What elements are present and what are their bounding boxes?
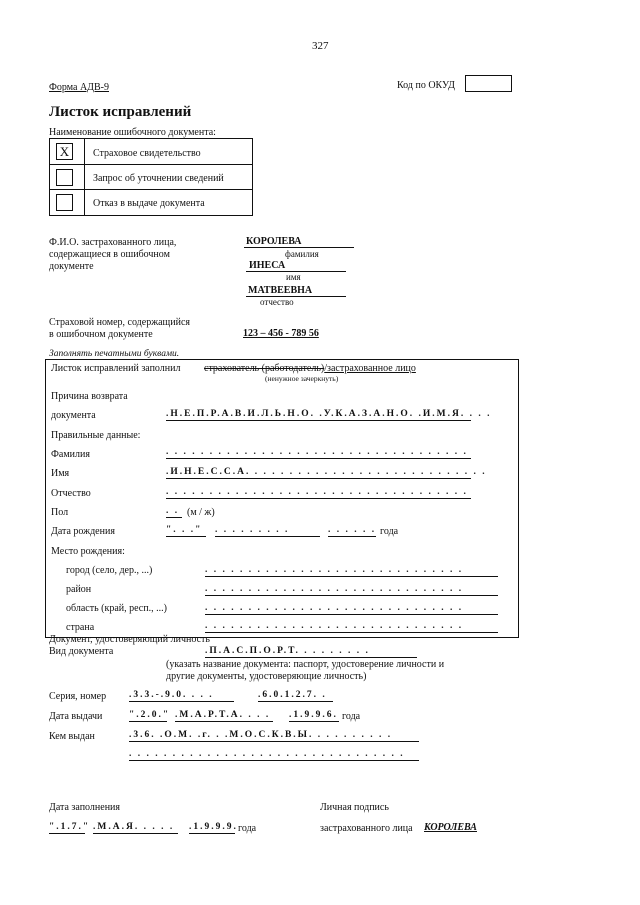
id-doc-label: Документ, удостоверяющий личность (49, 634, 210, 645)
correct-data-label: Правильные данные: (51, 430, 141, 441)
caption: имя (286, 272, 301, 282)
fio-label: содержащиеся в ошибочном (49, 249, 170, 260)
fill-date-label: Дата заполнения (49, 802, 120, 813)
sex-hint: (м / ж) (187, 507, 215, 518)
insurance-label: Страховой номер, содержащийся (49, 317, 190, 328)
divider (84, 138, 85, 215)
patronymic-label: Отчество (51, 488, 91, 499)
sex-field[interactable]: . . (166, 506, 182, 518)
caption: фамилия (285, 249, 319, 259)
fio-label: Ф.И.О. застрахованного лица, (49, 237, 177, 248)
number-field[interactable]: .6.0.1.2.7. . (258, 690, 333, 702)
option-label: Страховое свидетельство (93, 148, 201, 159)
fill-year[interactable]: .1.9.9.9. (189, 822, 238, 832)
reason-value[interactable]: .Н.Е.П.Р.А.В.И.Л.Ь.Н.О. .У.К.А.З.А.Н.О. .И.М.Я. . . . (166, 409, 492, 419)
sex-label: Пол (51, 507, 69, 518)
option-label: Запрос об уточнении сведений (93, 173, 224, 184)
reason-label: документа (51, 410, 96, 421)
birthplace-district-field[interactable]: . . . . . . . . . . . . . . . . . . . . . . . . . . . . . . (205, 584, 498, 596)
birthplace-region-label: область (край, респ., ...) (66, 603, 167, 614)
checkbox-issue-refusal[interactable] (56, 194, 73, 211)
signature-label: Личная подпись (320, 802, 389, 813)
name-label: Имя (51, 468, 70, 479)
doc-type-hint: другие документы, удостоверяющие личность) (166, 671, 367, 682)
issue-month[interactable]: .М.А.Р.Т.А. . . . (175, 710, 273, 722)
fio-patronymic: МАТВЕЕВНА (248, 285, 313, 296)
issued-by-field[interactable]: .3.6. .О.М. .г. . .М.О.С.К.В.Ы. . . . . . . . . . (129, 730, 419, 742)
birthplace-region-field[interactable]: . . . . . . . . . . . . . . . . . . . . . . . . . . . . . . (205, 603, 498, 615)
note-caps: Заполнять печатными буквами. (49, 349, 180, 359)
page-title: Листок исправлений (49, 104, 192, 120)
doc-type-label: Вид документа (49, 646, 114, 657)
filled-by-label: Листок исправлений заполнил (51, 363, 181, 374)
underline (244, 247, 354, 248)
okud-field[interactable] (465, 75, 512, 92)
issue-date-label: Дата выдачи (49, 711, 103, 722)
reason-label: Причина возврата (51, 391, 128, 402)
checkbox-clarification-request[interactable] (56, 169, 73, 186)
patronymic-field[interactable]: . . . . . . . . . . . . . . . . . . . . . . . . . . . . . . . . . . . (166, 487, 471, 499)
issued-by-label: Кем выдан (49, 731, 95, 742)
birthplace-country-label: страна (66, 622, 95, 633)
signature-label: застрахованного лица (320, 823, 413, 834)
fio-surname: КОРОЛЕВА (246, 236, 302, 247)
year-word: года (342, 711, 361, 722)
filled-by-option: /застрахованное лицо (324, 363, 416, 374)
fio-name: ИНЕСА (249, 260, 286, 271)
fio-label: документе (49, 261, 94, 272)
series-field[interactable]: .3.3.-.9.0. . . . (129, 690, 234, 702)
series-label: Серия, номер (49, 691, 107, 702)
option-label: Отказ в выдаче документа (93, 198, 205, 209)
surname-field[interactable]: . . . . . . . . . . . . . . . . . . . . . . . . . . . . . . . . . . . (166, 447, 471, 459)
issue-day[interactable]: ".2.0." (129, 710, 171, 720)
fill-day[interactable]: ".1.7." (49, 822, 91, 832)
dob-label: Дата рождения (51, 526, 115, 537)
fill-month[interactable]: .М.А.Я. . . . . (93, 822, 178, 834)
birthplace-city-field[interactable]: . . . . . . . . . . . . . . . . . . . . . . . . . . . . . . (205, 565, 498, 577)
doc-name-label: Наименование ошибочного документа: (49, 127, 216, 138)
birthplace-city-label: город (село, дер., ...) (66, 565, 153, 576)
divider (49, 164, 252, 165)
surname-label: Фамилия (51, 449, 90, 460)
year-word: года (380, 526, 399, 537)
dob-day[interactable]: ". . ." (166, 525, 206, 537)
filled-by-value (204, 363, 416, 374)
birthplace-country-field[interactable]: . . . . . . . . . . . . . . . . . . . . . . . . . . . . . . (205, 621, 498, 633)
doc-type-field[interactable]: .П.А.С.П.О.Р.Т. . . . . . . . . (205, 646, 417, 658)
dob-month[interactable]: . . . . . . . . . (215, 525, 320, 537)
caption: (ненужное зачеркнуть) (265, 374, 339, 383)
insurance-label: в ошибочном документе (49, 329, 153, 340)
birthplace-district-label: район (66, 584, 92, 595)
issue-year[interactable]: .1.9.9.6. (289, 710, 338, 720)
caption: отчество (260, 297, 294, 307)
struck-option: страхователь (работодатель) (204, 363, 325, 374)
dob-year[interactable]: . . . . . . (328, 525, 377, 535)
divider (49, 189, 252, 190)
doc-type-hint: (указать название документа: паспорт, удостоверение личности и (166, 659, 445, 670)
year-word: года (238, 823, 257, 834)
issued-by-field-2[interactable]: . . . . . . . . . . . . . . . . . . . . . . . . . . . . . . . . (129, 749, 419, 761)
signature-value: КОРОЛЕВА (424, 822, 477, 833)
insurance-number: 123 – 456 - 789 56 (243, 328, 319, 339)
birthplace-label: Место рождения: (51, 546, 125, 557)
okud-label: Код по ОКУД (397, 80, 455, 91)
name-field[interactable]: .И.Н.Е.С.С.А. . . . . . . . . . . . . . . . . . . . . . . . . . . . (166, 467, 487, 477)
form-code: Форма АДВ-9 (49, 82, 109, 93)
page-number: 327 (312, 40, 329, 52)
checkbox-insurance-certificate[interactable]: X (56, 143, 73, 160)
